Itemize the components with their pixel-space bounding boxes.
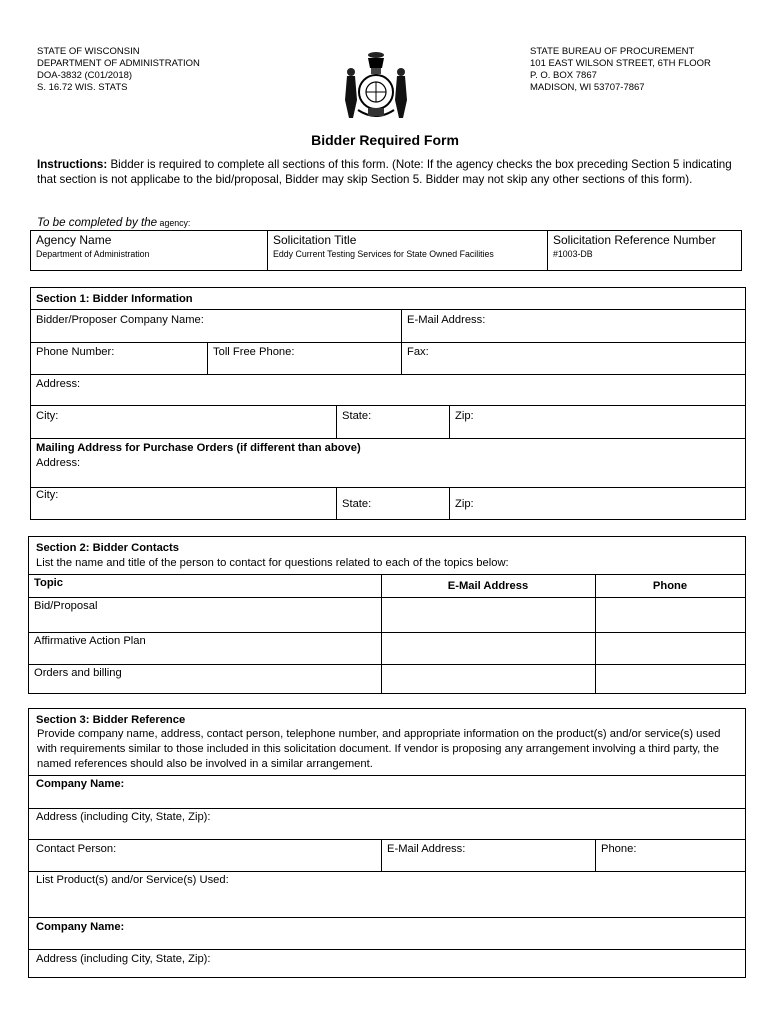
header-right-line: 101 EAST WILSON STREET, 6TH FLOOR bbox=[530, 58, 711, 69]
state-field[interactable]: State: bbox=[342, 410, 372, 422]
section2-title: Section 2: Bidder Contacts bbox=[36, 542, 179, 554]
mailing-zip-field[interactable]: Zip: bbox=[455, 498, 474, 510]
agency-caption-italic: To be completed by the bbox=[37, 216, 158, 229]
reference-company-name-field[interactable]: Company Name: bbox=[36, 778, 125, 790]
state-seal-icon bbox=[338, 48, 414, 124]
section2-table bbox=[28, 536, 746, 694]
contact-row-topic: Bid/Proposal bbox=[34, 600, 98, 612]
zip-field[interactable]: Zip: bbox=[455, 410, 474, 422]
contact-row-phone-input[interactable] bbox=[596, 665, 745, 694]
reference-products-field[interactable]: List Product(s) and/or Service(s) Used: bbox=[36, 874, 229, 886]
phone-field[interactable]: Phone Number: bbox=[36, 346, 115, 358]
section3-table bbox=[28, 708, 746, 978]
contact-row-phone-input[interactable] bbox=[596, 633, 745, 664]
contact-row-topic: Affirmative Action Plan bbox=[34, 635, 146, 647]
section3-title: Section 3: Bidder Reference bbox=[36, 714, 186, 726]
instructions bbox=[37, 157, 732, 187]
column-topic: Topic bbox=[34, 577, 64, 589]
mailing-title: Mailing Address for Purchase Orders (if different than above) bbox=[36, 442, 361, 454]
contact-row-email-input[interactable] bbox=[382, 633, 595, 664]
column-email: E-Mail Address bbox=[447, 580, 529, 592]
reference-address-field-2[interactable]: Address (including City, State, Zip): bbox=[36, 953, 211, 965]
address-field[interactable]: Address: bbox=[36, 378, 81, 390]
header-left-line: S. 16.72 WIS. STATS bbox=[37, 82, 128, 93]
column-phone: Phone bbox=[652, 580, 688, 592]
reference-phone-field[interactable]: Phone: bbox=[601, 843, 637, 855]
instructions-label: Instructions: bbox=[37, 158, 108, 171]
reference-value: #1003-DB bbox=[553, 249, 593, 259]
instructions-text: Bidder is required to complete all sections of this form. (Note: If the agency checks the box preceding Section 5 indicating that section is not applicabe to the bid/proposal, Bidder may skip Section 5. Bidder may not skip any other sections of this form). bbox=[37, 158, 732, 186]
contact-row-email-input[interactable] bbox=[382, 598, 595, 632]
header-right-line: STATE BUREAU OF PROCUREMENT bbox=[530, 46, 695, 57]
section1-table bbox=[30, 287, 746, 520]
header-right bbox=[530, 46, 711, 94]
contact-row-topic: Orders and billing bbox=[34, 667, 122, 679]
agency-caption-small: agency: bbox=[157, 218, 191, 228]
mailing-city-field[interactable]: City: bbox=[36, 489, 59, 501]
fax-field[interactable]: Fax: bbox=[407, 346, 429, 358]
agency-table bbox=[30, 230, 742, 271]
reference-address-field[interactable]: Address (including City, State, Zip): bbox=[36, 811, 211, 823]
reference-contact-person-field[interactable]: Contact Person: bbox=[36, 843, 117, 855]
company-name-field[interactable]: Bidder/Proposer Company Name: bbox=[36, 314, 204, 326]
solicitation-title-value: Eddy Current Testing Services for State Owned Facilities bbox=[273, 249, 494, 259]
agency-name-value: Department of Administration bbox=[36, 249, 150, 259]
section2-subtitle: List the name and title of the person to contact for questions related to each of the topics below: bbox=[36, 557, 509, 569]
header-left-line: DEPARTMENT OF ADMINISTRATION bbox=[37, 58, 200, 69]
agency-name-label: Agency Name bbox=[36, 233, 112, 247]
solicitation-title-label: Solicitation Title bbox=[273, 233, 357, 247]
toll-free-field[interactable]: Toll Free Phone: bbox=[213, 346, 295, 358]
form-title: Bidder Required Form bbox=[311, 132, 459, 148]
header-right-line: P. O. BOX 7867 bbox=[530, 70, 597, 81]
header-left bbox=[37, 46, 200, 94]
reference-email-field[interactable]: E-Mail Address: bbox=[387, 843, 466, 855]
reference-company-name-field-2[interactable]: Company Name: bbox=[36, 921, 125, 933]
reference-label: Solicitation Reference Number bbox=[553, 233, 716, 247]
header-right-line: MADISON, WI 53707-7867 bbox=[530, 82, 645, 93]
contact-row-phone-input[interactable] bbox=[596, 598, 745, 632]
contact-row-email-input[interactable] bbox=[382, 665, 595, 694]
header-left-line: DOA-3832 (C01/2018) bbox=[37, 70, 133, 81]
section3-description: Provide company name, address, contact person, telephone number, and appropriate information on the product(s) and/or service(s) used with requirements similar to those included in this solicitation document. If vendor is proposing any arrangement involving a third party, the named references should also be involved in a similar arrangement. bbox=[37, 728, 721, 770]
agency-caption bbox=[37, 216, 190, 229]
email-field[interactable]: E-Mail Address: bbox=[407, 314, 486, 326]
city-field[interactable]: City: bbox=[36, 410, 59, 422]
section1-title: Section 1: Bidder Information bbox=[36, 293, 193, 305]
header-left-line: STATE OF WISCONSIN bbox=[37, 46, 140, 57]
mailing-state-field[interactable]: State: bbox=[342, 498, 372, 510]
mailing-address-field[interactable]: Address: bbox=[36, 457, 81, 469]
